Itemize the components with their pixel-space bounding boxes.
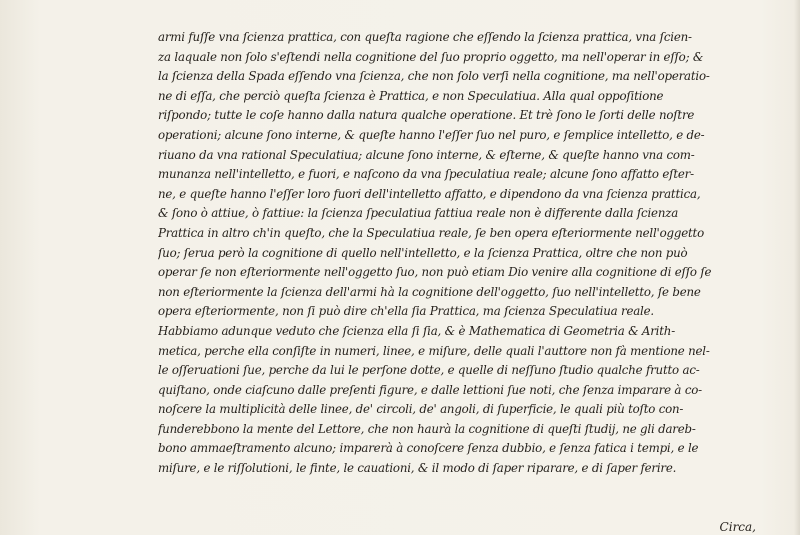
text-line-1: armi fuſſe vna ſcienza prattica, con queſta ragione che eſſendo la ſcienza prattica, vna ſcien-: [158, 30, 692, 44]
text-line-15: opera eſteriormente, non ſi può dire ch'ella ſia Prattica, ma ſcienza Speculatiua reale.: [158, 304, 654, 319]
page-edge-shadow: [794, 0, 800, 535]
text-line-11: Prattica in altro ch'in queſto, che la Speculatiua reale, ſe ben opera eſteriormente nell'oggetto: [158, 225, 704, 240]
text-line-20: noſcere la multiplicità delle linee, de' circoli, de' angoli, di ſuperficie, le quali più toſto con-: [158, 402, 684, 417]
text-line-2: za laquale non ſolo s'eſtendi nella cognitione del ſuo proprio oggetto, ma nell'operar in eſſo; &: [158, 49, 704, 64]
text-line-23: miſure, e le riſſolutioni, le finte, le cauationi, & il modo di ſaper riparare, e di ſaper ferire.: [158, 461, 677, 476]
text-line-10: & ſono ò attiue, ò fattiue: la ſcienza ſpeculatiua fattiua reale non è differente dalla ſcienza: [158, 206, 679, 221]
text-line-17: metica, perche ella conſiſte in numeri, linee, e miſure, delle quali l'auttore non fà mentione nel-: [158, 343, 710, 358]
text-line-14: non eſteriormente la ſcienza dell'armi hà la cognitione dell'oggetto, ſuo nell'intelletto, ſe bene: [158, 284, 701, 299]
text-line-12: ſuo; ſerua però la cognitione di quello nell'intelletto, e la ſcienza Prattica, oltre che non può: [158, 245, 688, 260]
catchword: Circa,: [719, 520, 756, 534]
text-line-16: Habbiamo adunque veduto che ſcienza ella ſi ſia, & è Mathematica di Geometria & Arith-: [158, 323, 675, 338]
text-line-13: operar ſe non eſteriormente nell'oggetto ſuo, non può etiam Dio venire alla cognitione di eſſo ſe: [158, 265, 712, 280]
text-line-4: ne di eſſa, che perciò queſta ſcienza è Prattica, e non Speculatiua. Alla qual oppoſitione: [158, 88, 664, 103]
text-line-6: operationi; alcune ſono interne, & queſte hanno l'eſſer ſuo nel puro, e ſemplice intelletto, e de-: [158, 127, 705, 142]
text-line-19: quiſtano, onde ciaſcuno dalle preſenti figure, e dalle lettioni ſue noti, che ſenza imparare à co-: [158, 382, 702, 397]
text-line-18: le oſſeruationi ſue, perche da lui le perſone dotte, e quelle di neſſuno ſtudio qualche frutto ac-: [158, 363, 700, 378]
text-body: [158, 28, 760, 479]
text-line-3: la ſcienza della Spada eſſendo vna ſcienza, che non ſolo verſi nella cognitione, ma nell'operatio-: [158, 69, 710, 84]
text-line-21: funderebbono la mente del Lettore, che non haurà la cognitione di queſti ſtudij, ne gli dareb-: [158, 421, 696, 436]
text-line-22: bono ammaeſtramento alcuno; imparerà à conoſcere ſenza dubbio, e ſenza fatica i tempi, e le: [158, 441, 699, 456]
text-line-5: riſpondo; tutte le coſe hanno dalla natura qualche operatione. Et trè ſono le ſorti delle noſtre: [158, 108, 695, 123]
text-line-9: ne, e queſte hanno l'eſſer loro fuori dell'intelletto affatto, e dipendono da vna ſcienza prattica,: [158, 186, 701, 201]
text-line-8: munanza nell'intelletto, e fuori, e naſcono da vna ſpeculatiua reale; alcune ſono affatto eſter-: [158, 167, 694, 182]
text-line-7: riuano da vna rational Speculatiua; alcune ſono interne, & eſterne, & queſte hanno vna com-: [158, 147, 695, 162]
